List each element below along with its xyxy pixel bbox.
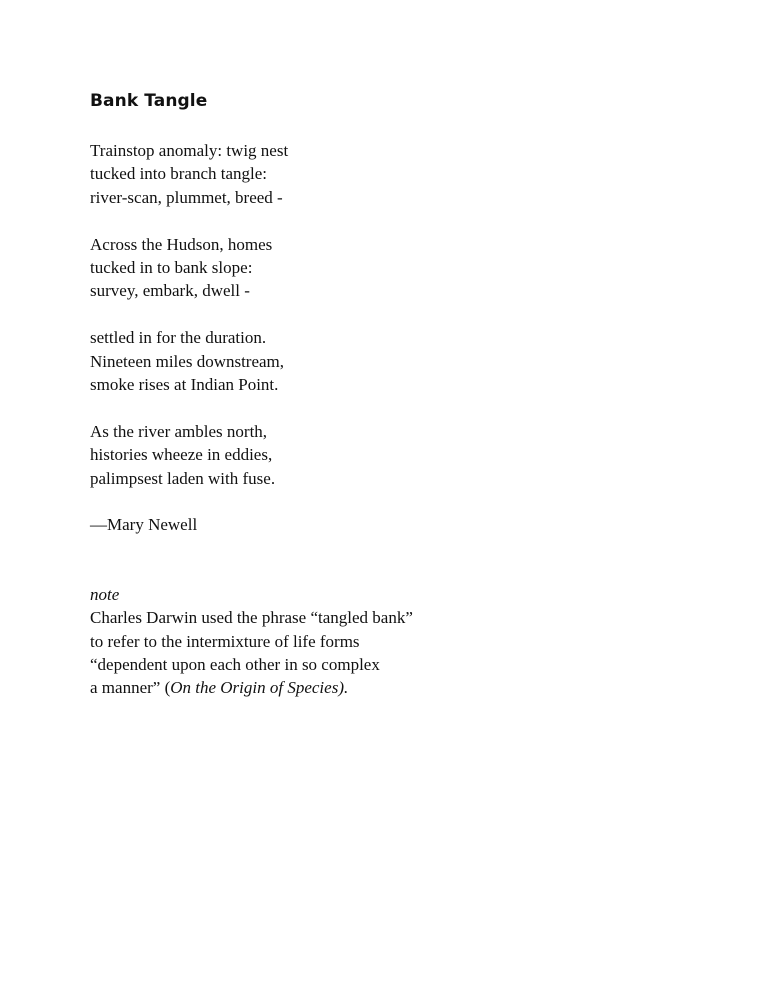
stanza-1	[90, 139, 690, 209]
stanza-4	[90, 420, 690, 490]
stanza-3	[90, 326, 690, 396]
poem-line: river-scan, plummet, breed -	[90, 187, 283, 207]
note-heading: note	[90, 584, 120, 604]
poem-line: Trainstop anomaly: twig nest	[90, 141, 289, 160]
poem-line: Across the Hudson, homes	[90, 234, 273, 254]
note-last-line-prefix: a manner” (	[90, 678, 171, 698]
note-line: “dependent upon each other in so complex	[90, 655, 380, 675]
poem-line: palimpsest laden with fuse.	[90, 468, 276, 488]
poem-page-content	[90, 90, 690, 700]
note-section	[90, 583, 690, 700]
poem-line: smoke rises at Indian Point.	[90, 375, 279, 395]
poem-line: survey, embark, dwell -	[90, 281, 250, 301]
poem-line: histories wheeze in eddies,	[90, 445, 273, 465]
poem-line: tucked into branch tangle:	[90, 164, 268, 184]
book-title: On the Origin of Species).	[170, 678, 349, 698]
note-line: Charles Darwin used the phrase “tangled bank”	[90, 608, 413, 628]
poem-title: Bank Tangle	[90, 91, 208, 111]
poem-line: tucked in to bank slope:	[90, 258, 253, 278]
author-signature: —Mary Newell	[90, 515, 198, 535]
stanza-2	[90, 233, 690, 303]
note-line: to refer to the intermixture of life forms	[90, 631, 360, 651]
poem-line: settled in for the duration.	[90, 328, 267, 348]
note-last-line	[90, 676, 690, 699]
poem-line: Nineteen miles downstream,	[90, 351, 285, 371]
poem-line: As the river ambles north,	[90, 421, 268, 441]
